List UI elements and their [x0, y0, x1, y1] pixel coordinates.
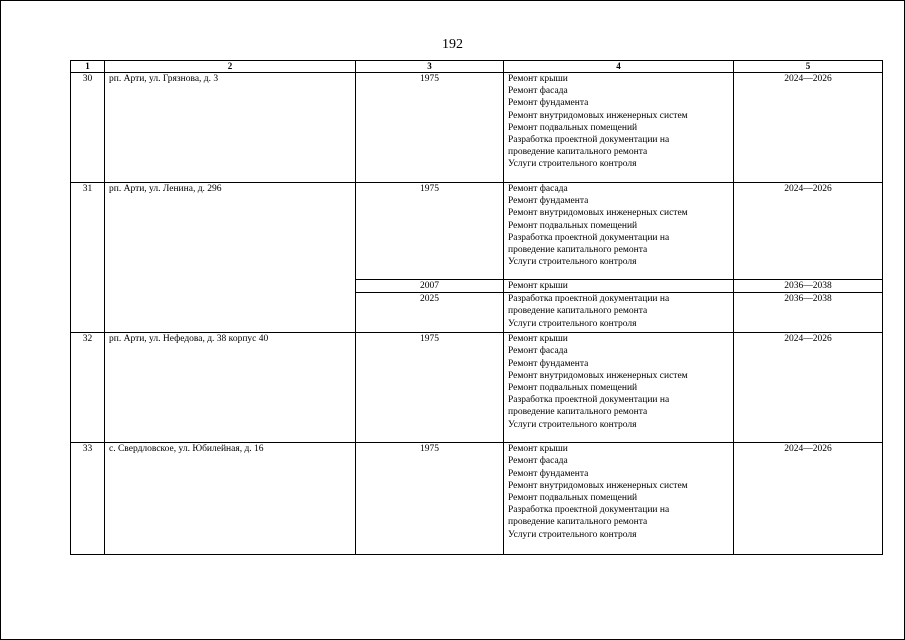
row-period: 2024—2026	[734, 443, 883, 555]
work-item: проведение капитального ремонта	[508, 306, 648, 317]
row-year: 1975	[356, 443, 504, 555]
row-works	[504, 73, 734, 183]
table-row	[71, 443, 883, 555]
column-header: 5	[734, 61, 883, 73]
column-header: 4	[504, 61, 734, 73]
table-header-row	[71, 61, 883, 73]
repair-schedule-table	[70, 60, 883, 555]
column-header: 3	[356, 61, 504, 73]
column-header: 1	[71, 61, 105, 73]
row-works	[504, 183, 734, 280]
row-works	[504, 333, 734, 443]
work-item: проведение капитального ремонта	[508, 517, 648, 528]
row-number: 33	[71, 443, 105, 555]
row-period: 2036—2038	[734, 293, 883, 333]
work-item: Ремонт внутридомовых инженерных систем	[508, 208, 688, 219]
row-period: 2036—2038	[734, 280, 883, 293]
row-period: 2024—2026	[734, 73, 883, 183]
work-item: Ремонт подвальных помещений	[508, 493, 638, 504]
work-item: Ремонт фасада	[508, 456, 568, 467]
work-item: Ремонт крыши	[508, 444, 568, 455]
work-item: Услуги строительного контроля	[508, 257, 637, 268]
work-item: Разработка проектной документации на	[508, 505, 670, 516]
row-number: 32	[71, 333, 105, 443]
work-item: Услуги строительного контроля	[508, 419, 637, 430]
work-item: Ремонт фундамента	[508, 98, 589, 109]
table-row	[71, 333, 883, 443]
row-year: 1975	[356, 333, 504, 443]
work-item: Ремонт фасада	[508, 184, 568, 194]
work-item: Ремонт фундамента	[508, 196, 589, 207]
work-item: Разработка проектной документации на	[508, 294, 670, 305]
work-item: Разработка проектной документации на	[508, 135, 670, 146]
work-item: Ремонт фасада	[508, 86, 568, 97]
column-header: 2	[105, 61, 356, 73]
row-works	[504, 293, 734, 333]
work-item: проведение капитального ремонта	[508, 245, 648, 256]
work-item: Разработка проектной документации на	[508, 395, 670, 406]
work-item: Ремонт подвальных помещений	[508, 122, 638, 133]
work-item: Разработка проектной документации на	[508, 232, 670, 243]
work-item: Ремонт подвальных помещений	[508, 220, 638, 231]
work-item: Ремонт внутридомовых инженерных систем	[508, 370, 688, 381]
work-item: проведение капитального ремонта	[508, 147, 648, 158]
work-item: Ремонт фасада	[508, 346, 568, 357]
work-item: Ремонт фундамента	[508, 358, 589, 369]
work-item: Ремонт крыши	[508, 74, 568, 84]
row-year: 1975	[356, 73, 504, 183]
row-address: рп. Арти, ул. Ленина, д. 296	[105, 183, 356, 333]
work-item: Ремонт внутридомовых инженерных систем	[508, 480, 688, 491]
row-year: 2007	[356, 280, 504, 293]
work-item: проведение капитального ремонта	[508, 407, 648, 418]
work-item: Ремонт подвальных помещений	[508, 383, 638, 394]
work-item: Услуги строительного контроля	[508, 318, 637, 329]
row-works	[504, 443, 734, 555]
table-row	[71, 73, 883, 183]
row-works	[504, 280, 734, 293]
work-item: Услуги строительного контроля	[508, 159, 637, 170]
row-address: с. Свердловское, ул. Юбилейная, д. 16	[105, 443, 356, 555]
work-item: Ремонт внутридомовых инженерных систем	[508, 110, 688, 121]
row-number: 30	[71, 73, 105, 183]
work-item: Услуги строительного контроля	[508, 529, 637, 540]
row-period: 2024—2026	[734, 183, 883, 280]
row-year: 1975	[356, 183, 504, 280]
work-item: Ремонт крыши	[508, 281, 568, 291]
row-period: 2024—2026	[734, 333, 883, 443]
table-row	[71, 183, 883, 280]
row-address: рп. Арти, ул. Грязнова, д. 3	[105, 73, 356, 183]
row-address: рп. Арти, ул. Нефедова, д. 38 корпус 40	[105, 333, 356, 443]
row-number: 31	[71, 183, 105, 333]
work-item: Ремонт крыши	[508, 334, 568, 345]
page-number: 192	[442, 37, 463, 52]
row-year: 2025	[356, 293, 504, 333]
work-item: Ремонт фундамента	[508, 468, 589, 479]
